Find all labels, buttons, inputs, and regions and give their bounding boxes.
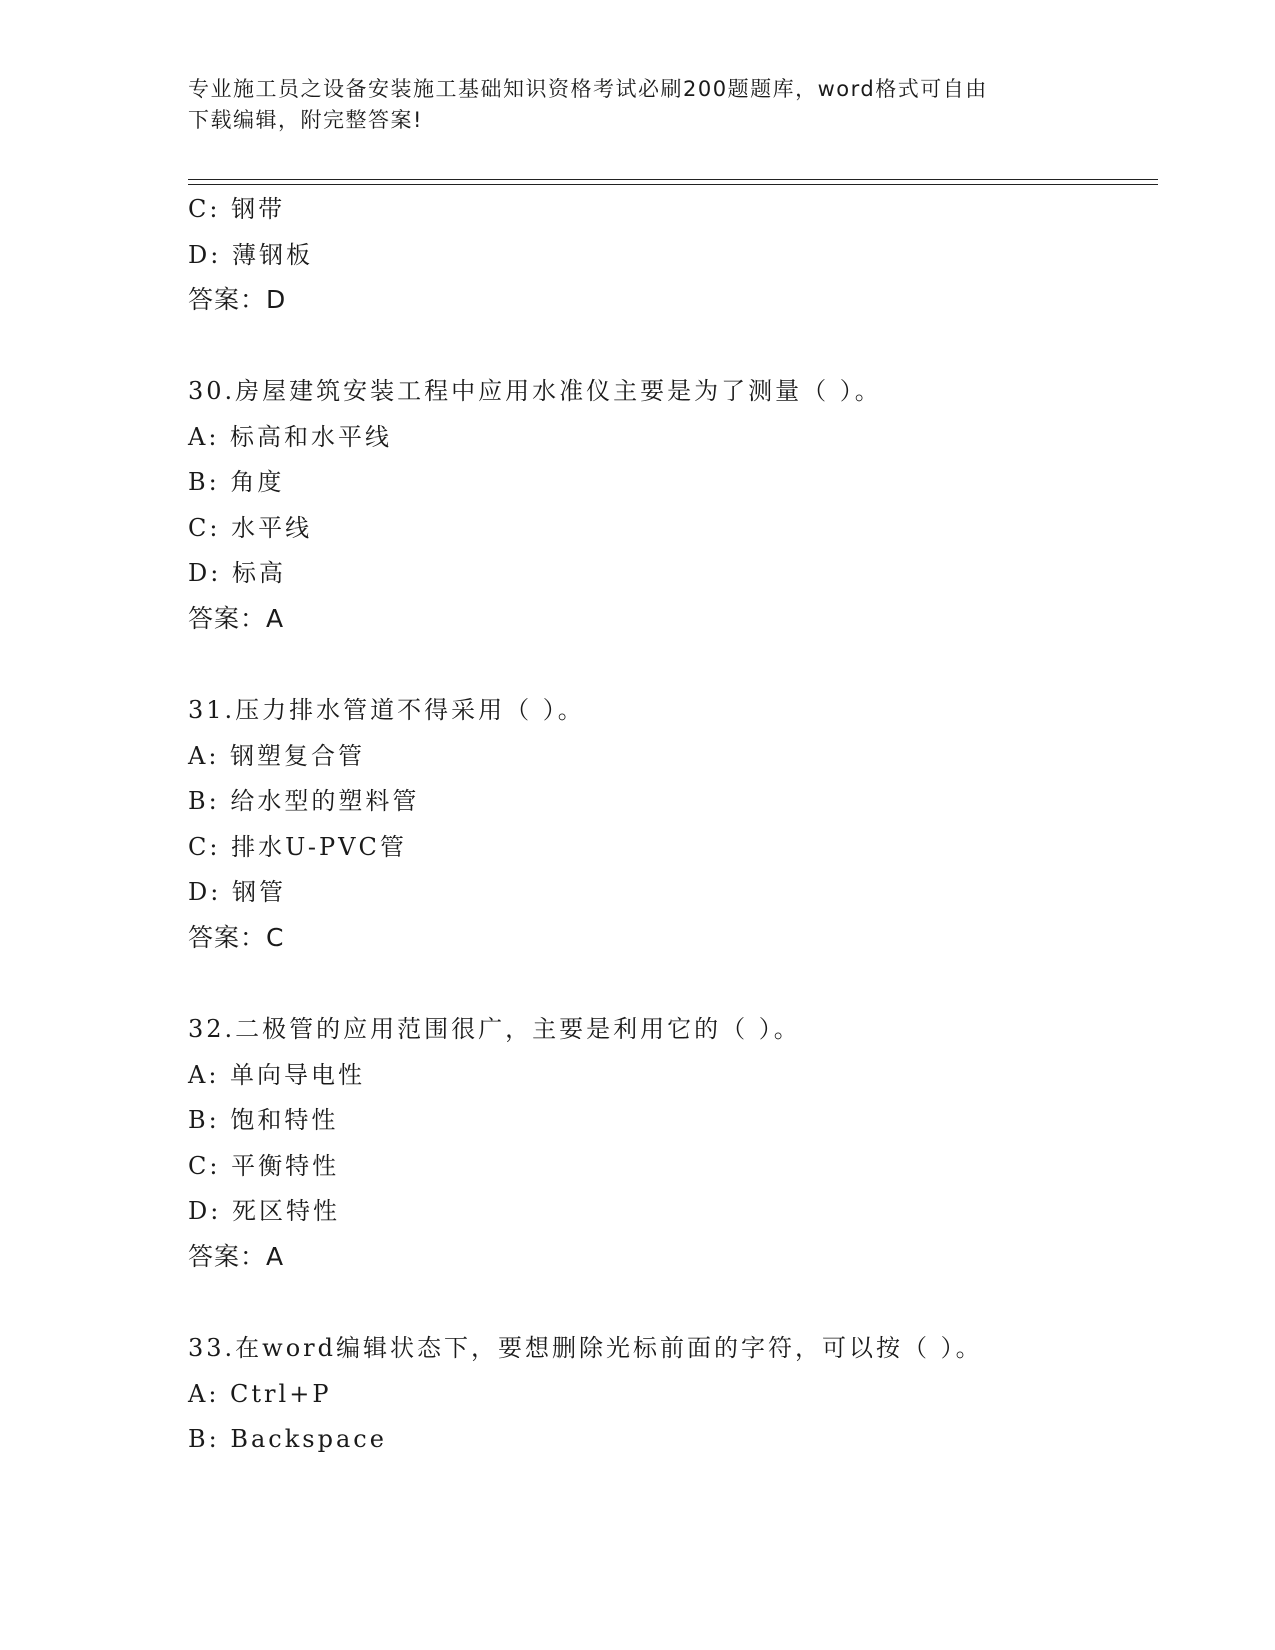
header-divider-bottom bbox=[188, 184, 1158, 185]
option-line: A: 标高和水平线 bbox=[188, 423, 393, 451]
option-line: D: 死区特性 bbox=[188, 1197, 340, 1225]
option-line: A: 钢塑复合管 bbox=[188, 742, 366, 770]
option-line: B: 饱和特性 bbox=[188, 1106, 339, 1134]
document-header bbox=[188, 74, 1088, 136]
answer-line: 答案：C bbox=[188, 923, 285, 952]
question-32: 32.二极管的应用范围很广，主要是利用它的（ ）。 bbox=[188, 1015, 801, 1043]
option-line: D: 钢管 bbox=[188, 878, 286, 906]
option-line: B: Backspace bbox=[188, 1425, 387, 1453]
option-line: C: 排水U-PVC管 bbox=[188, 833, 407, 861]
header-divider-top bbox=[188, 179, 1158, 180]
question-31: 31.压力排水管道不得采用（ ）。 bbox=[188, 696, 585, 724]
answer-line: 答案：A bbox=[188, 604, 285, 633]
option-line: C: 钢带 bbox=[188, 195, 286, 223]
header-line-1: 专业施工员之设备安装施工基础知识资格考试必刷200题题库，word格式可自由 bbox=[188, 77, 988, 101]
option-line: C: 水平线 bbox=[188, 514, 313, 542]
option-line: D: 标高 bbox=[188, 559, 286, 587]
option-line: D: 薄钢板 bbox=[188, 241, 313, 269]
answer-line: 答案：A bbox=[188, 1242, 285, 1271]
question-33: 33.在word编辑状态下，要想删除光标前面的字符，可以按（ ）。 bbox=[188, 1334, 983, 1362]
option-line: B: 给水型的塑料管 bbox=[188, 787, 420, 815]
header-line-2: 下载编辑，附完整答案! bbox=[188, 108, 423, 132]
option-line: B: 角度 bbox=[188, 468, 285, 496]
option-line: A: 单向导电性 bbox=[188, 1061, 366, 1089]
option-line: C: 平衡特性 bbox=[188, 1152, 340, 1180]
question-30: 30.房屋建筑安装工程中应用水准仪主要是为了测量（ ）。 bbox=[188, 377, 882, 405]
option-line: A: Ctrl+P bbox=[188, 1380, 332, 1408]
answer-line: 答案：D bbox=[188, 285, 287, 314]
